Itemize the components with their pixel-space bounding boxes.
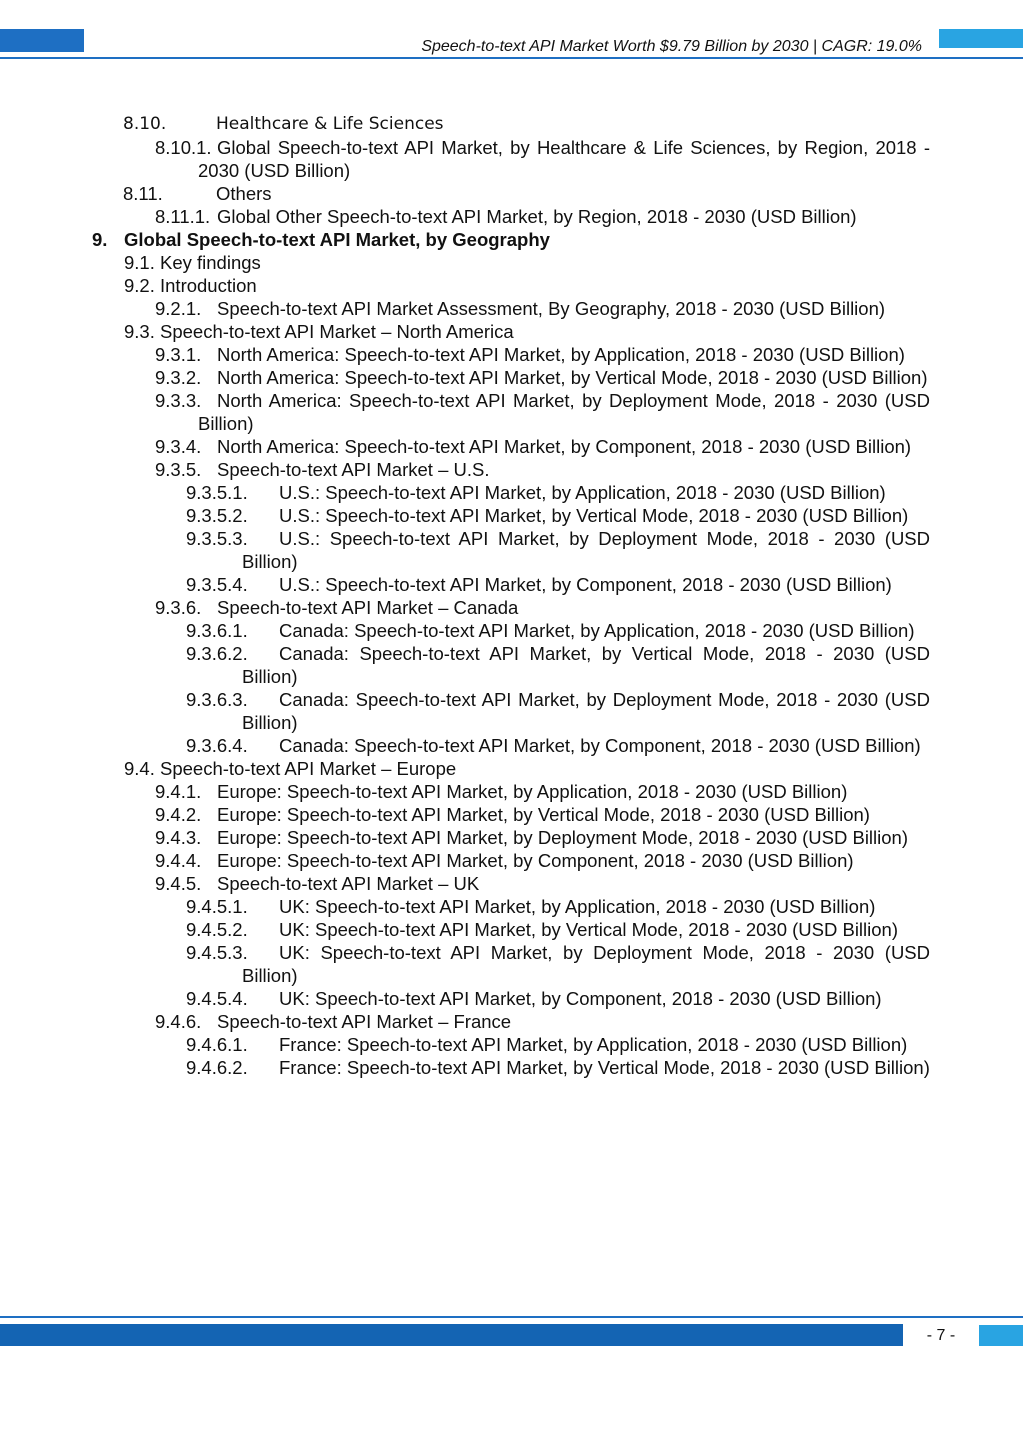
toc-entry: [0, 619, 1023, 642]
toc-entry: [0, 849, 1023, 872]
toc-entry-text: Speech-to-text API Market Assessment, By Geography, 2018 - 2030 (USD Billion): [217, 298, 886, 319]
toc-entry: [0, 182, 1023, 205]
toc-entry: [0, 757, 1023, 780]
toc-entry-text: Canada: Speech-to-text API Market, by Deployment Mode, 2018 - 2030 (USD Billion): [242, 689, 930, 733]
toc-entry-text: Speech-to-text API Market – U.S.: [217, 459, 490, 480]
table-of-contents: [0, 113, 1023, 1079]
footer-accent-bar-right: [979, 1325, 1023, 1346]
toc-entry-number: 9.4.3.: [155, 827, 202, 848]
toc-entry: [0, 458, 1023, 481]
toc-entry-text: U.S.: Speech-to-text API Market, by Component, 2018 - 2030 (USD Billion): [279, 574, 892, 595]
toc-entry-text: Europe: Speech-to-text API Market, by Application, 2018 - 2030 (USD Billion): [217, 781, 848, 802]
toc-entry: [0, 274, 1023, 297]
toc-entry: [0, 297, 1023, 320]
toc-entry-number: 9.3.5.2.: [186, 505, 248, 526]
toc-entry-text: Canada: Speech-to-text API Market, by Vertical Mode, 2018 - 2030 (USD Billion): [242, 643, 930, 687]
toc-entry-number: 9.4.2.: [155, 804, 202, 825]
toc-entry: [0, 895, 1023, 918]
toc-entry-text: U.S.: Speech-to-text API Market, by Vertical Mode, 2018 - 2030 (USD Billion): [279, 505, 909, 526]
toc-entry: [0, 941, 1023, 987]
toc-entry-number: 9.3.2.: [155, 367, 202, 388]
toc-entry-number: 9.4.1.: [155, 781, 202, 802]
toc-entry: [0, 205, 1023, 228]
toc-entry: [0, 527, 1023, 573]
toc-entry-text: North America: Speech-to-text API Market, by Component, 2018 - 2030 (USD Billion): [217, 436, 912, 457]
toc-entry-number: 9.3.5.1.: [186, 482, 248, 503]
toc-entry-text: UK: Speech-to-text API Market, by Application, 2018 - 2030 (USD Billion): [279, 896, 876, 917]
toc-entry-number: 9.4.4.: [155, 850, 202, 871]
toc-entry: [0, 642, 1023, 688]
toc-entry: [0, 343, 1023, 366]
toc-entry-number: 9.4.5.3.: [186, 942, 248, 963]
toc-entry-number: 9.4.6.: [155, 1011, 202, 1032]
toc-entry: [0, 1056, 1023, 1079]
toc-entry: [0, 136, 1023, 182]
toc-entry-text: Speech-to-text API Market – Canada: [217, 597, 519, 618]
toc-entry-text: North America: Speech-to-text API Market, by Deployment Mode, 2018 - 2030 (USD Billion): [198, 390, 930, 434]
toc-entry: [0, 688, 1023, 734]
toc-entry-number: 9.3.6.1.: [186, 620, 248, 641]
toc-entry-text: UK: Speech-to-text API Market, by Component, 2018 - 2030 (USD Billion): [279, 988, 882, 1009]
toc-entry-number: 9.2.1.: [155, 298, 202, 319]
toc-entry: [0, 918, 1023, 941]
toc-entry-number: 8.10.1.: [155, 137, 212, 158]
toc-entry-text: North America: Speech-to-text API Market, by Vertical Mode, 2018 - 2030 (USD Billion): [217, 367, 928, 388]
toc-entry: [0, 596, 1023, 619]
toc-entry-number: 9.4.6.2.: [186, 1057, 248, 1078]
toc-entry-number: 9.3.5.: [155, 459, 202, 480]
toc-entry: [0, 872, 1023, 895]
toc-entry-number: 9.: [92, 229, 108, 250]
toc-entry: [0, 1010, 1023, 1033]
header-accent-bar-right: [939, 29, 1023, 48]
toc-entry-text: 9.2. Introduction: [124, 275, 257, 296]
toc-entry-text: Europe: Speech-to-text API Market, by Deployment Mode, 2018 - 2030 (USD Billion): [217, 827, 909, 848]
toc-entry-text: 9.4. Speech-to-text API Market – Europe: [124, 758, 457, 779]
toc-entry: [0, 389, 1023, 435]
toc-entry-number: 9.3.3.: [155, 390, 202, 411]
page-number: - 7 -: [926, 1327, 956, 1344]
toc-entry-text: 9.1. Key findings: [124, 252, 261, 273]
toc-entry: [0, 780, 1023, 803]
toc-entry-text: Europe: Speech-to-text API Market, by Vertical Mode, 2018 - 2030 (USD Billion): [217, 804, 870, 825]
toc-entry: [0, 251, 1023, 274]
toc-entry-number: 9.3.5.4.: [186, 574, 248, 595]
toc-entry-text: U.S.: Speech-to-text API Market, by Deployment Mode, 2018 - 2030 (USD Billion): [242, 528, 930, 572]
toc-entry-text: 9.3. Speech-to-text API Market – North America: [124, 321, 514, 342]
toc-entry-number: 9.3.5.3.: [186, 528, 248, 549]
toc-entry-text: Global Speech-to-text API Market, by Geography: [124, 229, 550, 250]
toc-chapter-heading: [0, 228, 1023, 251]
toc-entry: [0, 1033, 1023, 1056]
header-accent-bar-left: [0, 29, 84, 52]
toc-entry-number: 9.3.6.2.: [186, 643, 248, 664]
header-rule: [0, 57, 1023, 59]
toc-entry: [0, 987, 1023, 1010]
toc-entry-number: 9.4.5.4.: [186, 988, 248, 1009]
toc-entry-number: 9.3.6.4.: [186, 735, 248, 756]
toc-entry: [0, 435, 1023, 458]
toc-entry: [0, 320, 1023, 343]
toc-entry: [0, 803, 1023, 826]
toc-entry-text: Global Speech-to-text API Market, by Healthcare & Life Sciences, by Region, 2018 - 2030 (USD Billion): [198, 137, 930, 181]
toc-entry-text: Healthcare & Life Sciences: [216, 114, 444, 134]
toc-entry-text: France: Speech-to-text API Market, by Vertical Mode, 2018 - 2030 (USD Billion): [279, 1057, 930, 1078]
toc-entry: [0, 481, 1023, 504]
toc-entry: [0, 113, 1023, 136]
toc-entry-number: 9.4.5.1.: [186, 896, 248, 917]
toc-entry-text: Others: [216, 183, 272, 204]
toc-entry-number: 8.11.: [123, 183, 163, 204]
toc-entry: [0, 573, 1023, 596]
toc-entry-text: Europe: Speech-to-text API Market, by Component, 2018 - 2030 (USD Billion): [217, 850, 854, 871]
toc-entry-text: North America: Speech-to-text API Market, by Application, 2018 - 2030 (USD Billion): [217, 344, 905, 365]
toc-entry-text: UK: Speech-to-text API Market, by Deployment Mode, 2018 - 2030 (USD Billion): [242, 942, 930, 986]
toc-entry-text: Canada: Speech-to-text API Market, by Application, 2018 - 2030 (USD Billion): [279, 620, 915, 641]
toc-entry-text: UK: Speech-to-text API Market, by Vertical Mode, 2018 - 2030 (USD Billion): [279, 919, 899, 940]
toc-entry-text: Speech-to-text API Market – UK: [217, 873, 480, 894]
page-header-title: Speech-to-text API Market Worth $9.79 Billion by 2030 | CAGR: 19.0%: [421, 38, 922, 55]
toc-entry-number: 8.11.1.: [155, 206, 211, 227]
toc-entry-text: Global Other Speech-to-text API Market, by Region, 2018 - 2030 (USD Billion): [217, 206, 857, 227]
footer-accent-bar: [0, 1324, 903, 1346]
toc-entry-number: 9.4.5.: [155, 873, 202, 894]
toc-entry-number: 8.10.: [123, 114, 167, 134]
toc-entry-number: 9.3.6.3.: [186, 689, 248, 710]
toc-entry-number: 9.4.5.2.: [186, 919, 248, 940]
toc-entry-text: France: Speech-to-text API Market, by Application, 2018 - 2030 (USD Billion): [279, 1034, 908, 1055]
toc-entry: [0, 826, 1023, 849]
toc-entry: [0, 734, 1023, 757]
toc-entry-text: U.S.: Speech-to-text API Market, by Application, 2018 - 2030 (USD Billion): [279, 482, 886, 503]
toc-entry-number: 9.3.6.: [155, 597, 202, 618]
toc-entry: [0, 366, 1023, 389]
footer-rule: [0, 1316, 1023, 1318]
toc-entry-number: 9.4.6.1.: [186, 1034, 248, 1055]
toc-entry: [0, 504, 1023, 527]
toc-entry-text: Speech-to-text API Market – France: [217, 1011, 512, 1032]
toc-entry-number: 9.3.1.: [155, 344, 202, 365]
toc-entry-text: Canada: Speech-to-text API Market, by Component, 2018 - 2030 (USD Billion): [279, 735, 921, 756]
toc-entry-number: 9.3.4.: [155, 436, 202, 457]
